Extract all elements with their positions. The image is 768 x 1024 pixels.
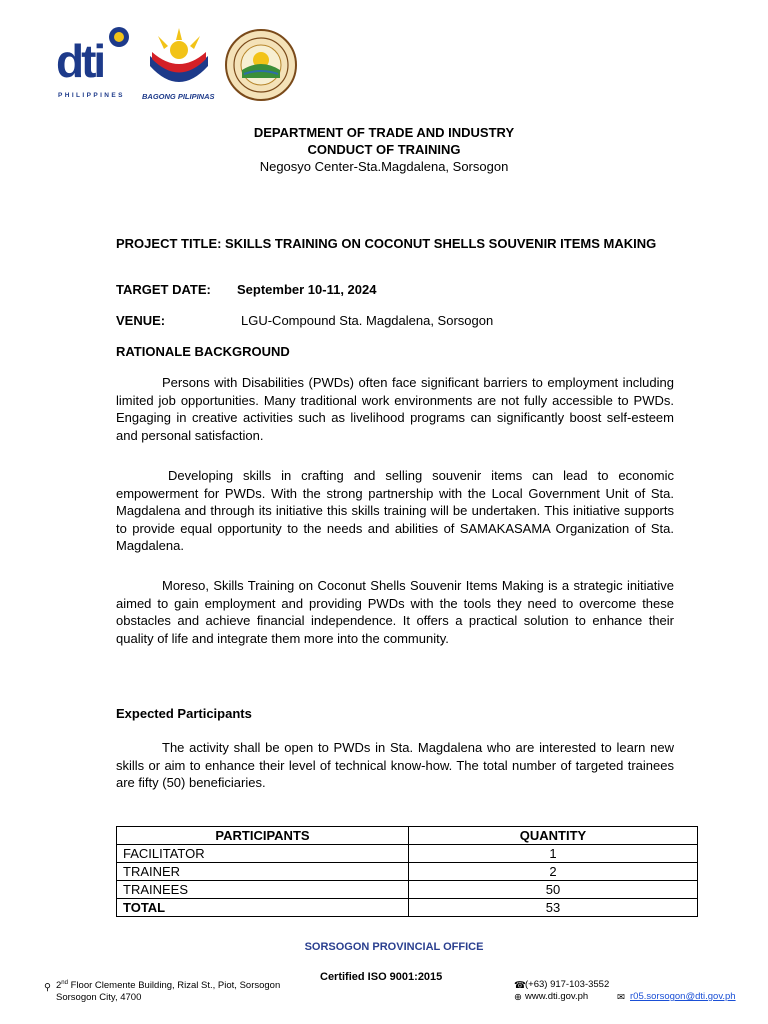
department-title: DEPARTMENT OF TRADE AND INDUSTRY [253, 125, 515, 140]
total-label: TOTAL [117, 899, 409, 917]
bagong-pilipinas-emblem-icon [146, 26, 212, 90]
email-icon: ✉ [617, 992, 625, 1003]
project-title: PROJECT TITLE: SKILLS TRAINING ON COCONUT SHELLS SOUVENIR ITEMS MAKING [116, 236, 657, 251]
participant-quantity: 1 [409, 845, 698, 863]
footer-phone: (+63) 917-103-3552 [525, 979, 610, 990]
bagong-pilipinas-text: BAGONG PILIPINAS [142, 92, 215, 101]
rationale-heading: RATIONALE BACKGROUND [116, 344, 290, 359]
table-row [117, 881, 698, 899]
footer-address-line2: Sorsogon City, 4700 [56, 992, 142, 1003]
address-floor-suffix: nd [61, 980, 68, 986]
address-line1-text: Floor Clemente Building, Rizal St., Piot, Sorsogon [67, 980, 281, 992]
venue-label: VENUE: [116, 313, 166, 328]
footer-email[interactable]: r05.sorsogon@dti.gov.ph [630, 991, 736, 1002]
seal-icon [224, 28, 298, 102]
table-row [117, 863, 698, 881]
total-value: 53 [409, 899, 698, 917]
municipal-seal [224, 28, 298, 102]
venue-value: LGU-Compound Sta. Magdalena, Sorsogon [241, 313, 494, 328]
participant-name: TRAINEES [117, 881, 409, 899]
iso-certification: Certified ISO 9001:2015 [320, 971, 443, 983]
column-header-quantity: QUANTITY [409, 827, 698, 845]
dti-logo [56, 26, 132, 102]
participants-table [116, 826, 698, 917]
table-header-row [117, 827, 698, 845]
table-row [117, 845, 698, 863]
target-date-value: September 10-11, 2024 [237, 282, 377, 297]
rationale-paragraph-1: Persons with Disabilities (PWDs) often face significant barriers to employment including limited job opportunities. Many traditional work environments are not fully accessible to PWDs. Engaging in creative activities such as livelihood programs can significantly boost self-esteem and personal satisfaction. [116, 375, 674, 443]
dti-logo-country: PHILIPPINES [58, 92, 125, 99]
column-header-participants: PARTICIPANTS [117, 827, 409, 845]
footer-address-line1 [56, 980, 280, 991]
footer-website[interactable]: www.dti.gov.ph [525, 991, 589, 1002]
participant-name: TRAINER [117, 863, 409, 881]
footer-office-name: SORSOGON PROVINCIAL OFFICE [304, 941, 484, 953]
web-icon: ⊕ [514, 992, 522, 1003]
office-location: Negosyo Center-Sta.Magdalena, Sorsogon [259, 159, 509, 174]
rationale-paragraph-3: Moreso, Skills Training on Coconut Shells Souvenir Items Making is a strategic initiative aimed to gain employment and providing PWDs with the tools they need to overcome these obstacles and achieve financial independence. It offers a practical solution to enhance their quality of life and integrate them more into the community. [116, 578, 674, 646]
address-floor-number: 2 [56, 980, 62, 992]
participants-paragraph: The activity shall be open to PWDs in Sta. Magdalena who are interested to learn new skills or aim to enhance their level of technical know-how. The total number of targeted trainees are fifty (50) beneficiaries. [116, 740, 674, 791]
table-total-row [117, 899, 698, 917]
bagong-pilipinas-logo [142, 26, 216, 106]
participants-heading: Expected Participants [116, 706, 252, 721]
dti-logo-text: dti [56, 35, 104, 87]
participant-name: FACILITATOR [117, 845, 409, 863]
target-date-label: TARGET DATE: [116, 282, 211, 297]
dti-logo-emblem-icon [108, 26, 130, 48]
participant-quantity: 50 [409, 881, 698, 899]
location-pin-icon: ⚲ [44, 982, 51, 993]
rationale-paragraph-2: Developing skills in crafting and selling souvenir items can lead to economic empowerment for PWDs. With the strong partnership with the Local Government Unit of Sta. Magdalena and through its initiative this skills training will be undertaken. This initiative supports to provide equal opportunity to the needs and abilities of SAMAKASAMA Organization of Sta. Magdalena. [116, 468, 674, 554]
document-title: CONDUCT OF TRAINING [307, 142, 461, 157]
phone-icon: ☎ [514, 980, 526, 991]
participant-quantity: 2 [409, 863, 698, 881]
